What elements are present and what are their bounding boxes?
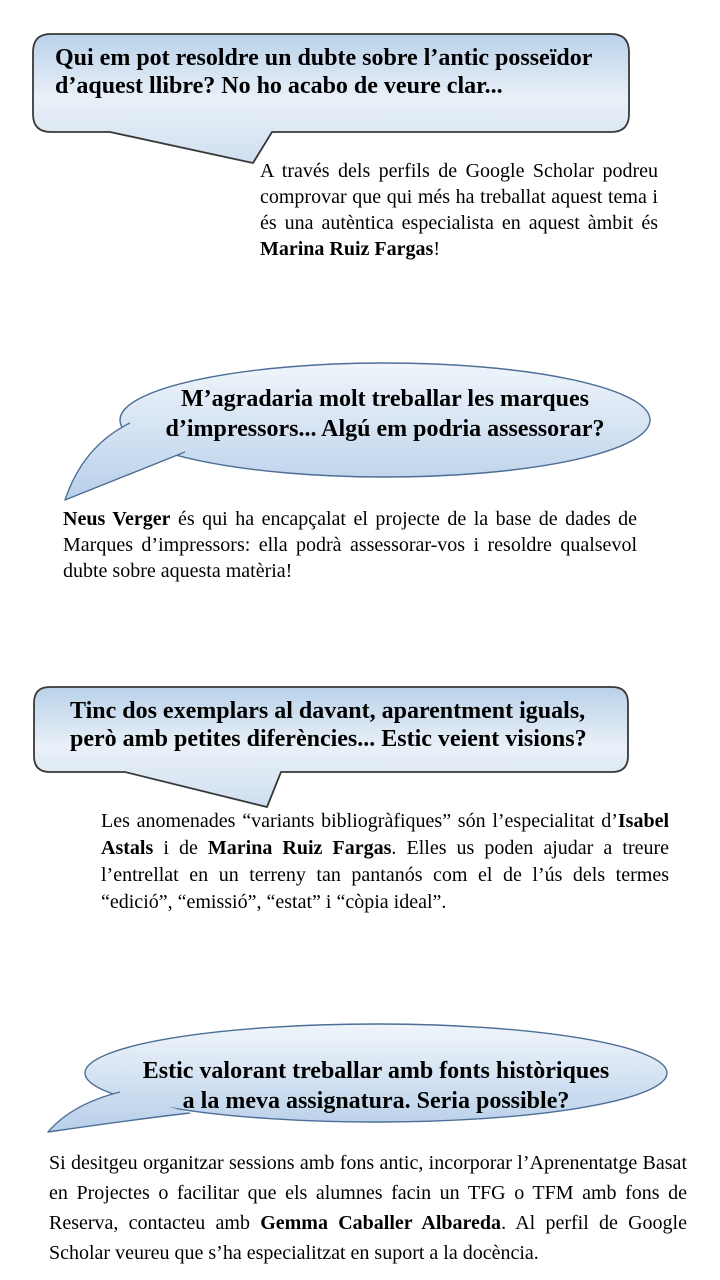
answer-text-segment: A través dels perfils de Google Scholar podreu comprovar que qui més ha treballat aquest tema i és una autèntica especialista en aquest àmbit és	[260, 160, 658, 234]
question-line: Qui em pot resoldre un dubte sobre l’antic posseïdor	[55, 45, 593, 71]
answer-text-segment: Les anomenades “variants bibliogràfiques” són l’especialitat d’	[101, 810, 618, 832]
question-1-text	[55, 44, 592, 100]
answer-text-segment: és qui ha encapçalat el projecte de la base de dades de Marques d’impressors: ella podrà assessorar-vos i resoldre qualsevol dubte sobre aquesta matèria!	[63, 508, 638, 582]
question-2-text	[150, 384, 620, 444]
question-line: Tinc dos exemplars al davant, aparentment iguals,	[70, 698, 586, 724]
question-line: d’impressors... Algú em podria assessorar?	[165, 416, 605, 442]
answer-text-segment: Marina Ruiz Fargas	[260, 238, 434, 260]
question-line: M’agradaria molt treballar les marques	[181, 386, 589, 412]
question-line: d’aquest llibre? No ho acabo de veure clar...	[55, 73, 503, 99]
answer-text-segment: . Al perfil de Google Scholar veureu que s’ha especialitzat en suport a la docència.	[49, 1212, 687, 1264]
answer-text-segment: Si desitgeu organitzar sessions amb fons antic, incorporar l’Aprenentatge Basat en Projectes o facilitar que els alumnes facin un TFG o TFM amb fons de Reserva, contacteu amb	[49, 1152, 687, 1234]
answer-paragraph-4	[49, 1148, 687, 1268]
question-line: però amb petites diferències... Estic veient visions?	[70, 726, 587, 752]
answer-paragraph-2	[63, 506, 637, 584]
question-line: Estic valorant treballar amb fonts històriques	[142, 1058, 610, 1084]
answer-text-segment: !	[433, 238, 440, 260]
answer-text-segment: Isabel Astals	[101, 810, 669, 859]
answer-text-segment: i de	[153, 837, 208, 859]
answer-text-segment: Marina Ruiz Fargas	[207, 837, 392, 859]
answer-text-segment: Gemma Caballer Albareda	[260, 1212, 502, 1234]
question-line: a la meva assignatura. Seria possible?	[182, 1088, 570, 1114]
question-4-text	[136, 1056, 616, 1116]
answer-paragraph-3	[101, 808, 669, 916]
answer-paragraph-1	[260, 158, 658, 262]
answer-text-segment: Neus Verger	[63, 508, 171, 530]
question-3-text	[70, 697, 587, 753]
answer-text-segment: . Elles us poden ajudar a treure l’entrellat en un terreny tan pantanós com el de l’ús dels termes “edició”, “emissió”, “estat” i “còpia ideal”.	[101, 837, 670, 913]
